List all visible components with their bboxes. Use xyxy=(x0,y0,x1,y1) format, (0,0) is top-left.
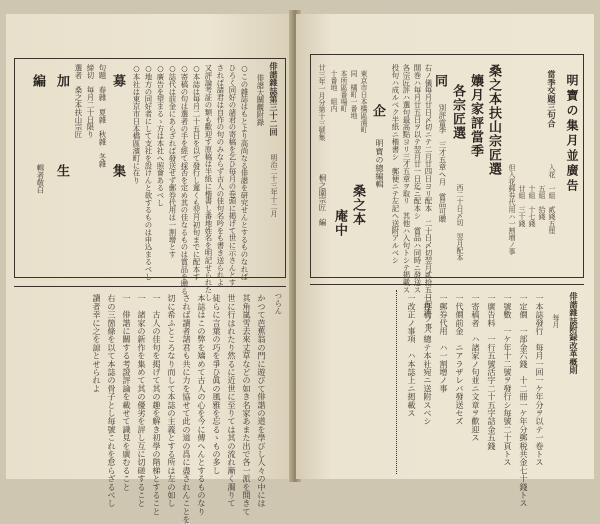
lower-item-5: 一寄稿者 ハ諸家ノ句並ニ文章ヲ歡迎ス xyxy=(471,294,481,442)
subject-2: 孃月家評當季 xyxy=(468,74,483,158)
left-editor-head: 編 xyxy=(30,74,45,88)
left-lower-line-8: 一 古人の佳句を掲げて其の趣を解き初學の階梯とすること xyxy=(152,294,162,516)
fee-line-3: 十組 十七錢 xyxy=(528,164,536,227)
left-notice-line-1: 句題 春雜 夏雜 秋雜 冬雜 xyxy=(98,64,107,168)
left-lower-line-11: 右の三箇條を以て本誌の骨子とし毎號これを怠らざるべし xyxy=(107,294,117,508)
publisher: 桐之園宗匠 編 xyxy=(318,174,327,226)
left-upper-line-6: ○寄稿の句は選者の手を經て採否を定め其の佳なるものは賞品を贈る xyxy=(180,64,189,295)
lower-item-7: 一郵券代用 ハ一割增ノ事 xyxy=(439,294,449,393)
left-lower-line-12: 讀者幸に之を諒とせられよ xyxy=(92,294,102,393)
right-page xyxy=(296,14,594,508)
address-4: 十番地 組内 xyxy=(330,70,338,112)
lower-item-6: 一代價前金 ニアラザレバ發送セズ xyxy=(455,294,465,426)
left-notice-line-3: 選者 桑之本扶山宗匠 xyxy=(74,64,83,138)
left-upper-line-9: ○地方の同好者にして支社を設けんと欲するものは申込まるべし xyxy=(144,64,153,281)
rule-line-4: 投句ハ成ルベク半紙ニ楷書シ 郵便ニテ左記ヘ送附アルベシ xyxy=(391,64,400,264)
lower-divider xyxy=(396,290,397,474)
kai-text: 明寶の總編輯 xyxy=(375,139,385,189)
left-upper-line-8: ○廣告を望まるゝ方は本社へ照會あるべし xyxy=(156,64,165,207)
fee-line-1: 入花 一組 貳錢五厘 xyxy=(548,164,556,234)
left-notice-line-2: 締切 毎月二十日限り xyxy=(86,64,95,138)
left-lower-label: つらん xyxy=(274,292,283,315)
lower-item-2: 一定價 一部金六錢 十二冊一ケ年分郵税共金七十錢トス xyxy=(519,294,529,508)
rule-line-2: 開巻ハ毎月廿五日ヲ以テ翌月廿一日迄ニ配本シ 賞品ハ同時ニ發送ス xyxy=(413,64,422,294)
fee-line-4: 廿組 三十錢 xyxy=(518,164,526,227)
left-notice-head: 募 xyxy=(110,74,125,88)
left-serial-title: 俳諧雜誌第三十二回 xyxy=(269,62,279,136)
fee-line-2: 五組 拾錢 xyxy=(538,164,546,220)
prize-head: 同 xyxy=(432,74,447,88)
left-serial-date: 明治二十三年十二月 xyxy=(270,154,278,217)
deadline: 西二十日〆切 翌月配本 xyxy=(456,184,464,261)
left-upper-line-1: ○この雜誌はもとより高尚なる俳諧を研究せんとするものなれば xyxy=(240,64,249,281)
address-2: 同 橘町一番地 xyxy=(350,70,358,119)
left-lower-line-1: かつて芭蕉翁の門に遊びて俳諧の道を學びし人々の中には xyxy=(257,294,267,508)
left-lower-line-7: 切に希ふところなり而して本誌の主義とする所は左の如し xyxy=(167,294,177,508)
left-lower-line-4: 徒らに言葉の巧を爭ひ眞の風雅を忘るゝもの多し xyxy=(212,294,222,475)
left-notice-sub-2: 生 xyxy=(54,164,69,178)
lower-item-9: 一改正ノ事項 ハ本誌上ニ掲載ス xyxy=(407,294,417,417)
left-notice-head-2: 集 xyxy=(110,164,125,178)
lower-header-note: 每月 xyxy=(552,314,560,328)
prize-text: 別評當季 三才五章へ月 賞品可贈 xyxy=(438,104,447,223)
left-lower-line-6: されば讀者諸君も共に力を協せて此の道の爲に盡されんことを xyxy=(182,294,192,524)
left-notice-sub: 加 xyxy=(54,74,69,88)
left-lower-rule xyxy=(14,286,286,287)
office: 桑之本 xyxy=(350,184,365,226)
address-3: 本所區番場町 xyxy=(340,70,348,112)
left-upper-line-3: されば諸君は自作の句のみならず古人の佳句名吟をも書き送られよ xyxy=(216,64,225,286)
left-upper-line-5: ○本誌は毎月二十五日を以て發行し遲くも翌月初旬までに配本す xyxy=(192,64,201,281)
lower-item-3: 一號數 一ケ年十二號ヲ發行シ毎號二十頁トス xyxy=(503,294,513,467)
left-upper-line-7: ○誌代は前金にあらざれば發送せず郵券代用は一割增とす xyxy=(168,64,177,258)
left-upper-line-10: ○本社は東京市日本橋區濱町に在り xyxy=(132,64,141,184)
address-1: 東京市日本橋區濱町 xyxy=(360,70,368,133)
left-page xyxy=(6,14,295,524)
lower-title: 俳諧雜誌附録改革概則 xyxy=(569,292,579,374)
left-editor-text: 輯者敬白 xyxy=(36,164,45,194)
left-upper-line-2: ひろく同好の諸君の寄稿を乞ひ毎月の卷頭に掲げて世に示さんとす xyxy=(228,64,237,286)
judges: 各宗匠選 xyxy=(450,84,465,140)
left-upper-line-4: 又評論考証の類も歡迎す原稿は半紙に楷書し番地姓名を明記せられたし xyxy=(204,64,213,301)
rule-line-1: 右ノ儀毎月廿日〆切ニテ二月廿四日ヨリ配本 二十日〆切翌月貳拾五日配本ノ事 xyxy=(424,64,433,331)
kai-mark: 企 xyxy=(370,104,385,118)
left-lower-line-10: 一 俳諧に關する考證評論を載せて識見を廣むること xyxy=(122,294,132,491)
date-line: 廿三年一月分第十三號集 xyxy=(318,64,326,141)
fee-notice: 但入花郵券代用ハ一割増ノ事 xyxy=(508,164,516,255)
right-page-title: 明寶の集月並廣告 xyxy=(565,74,579,194)
entry-head: 當季交題三句合 xyxy=(547,70,557,128)
left-lower-line-9: 一 諸家の新作を集めて其の優劣を評し互に切磋すること xyxy=(137,294,147,508)
lower-item-8: 一投稿 ハ總テ本社宛ニ送附スベシ xyxy=(423,294,433,426)
lower-item-1: 一本誌發行 每月一回一ケ年分ヲ以テ一卷トス xyxy=(535,294,545,467)
right-lower-rule xyxy=(310,284,584,285)
left-lower-line-2: 其角嵐雪去來丈草などの如き名家あまた出で各一派を開きて xyxy=(242,294,252,516)
lower-item-4: 一廣告料 一行五號活字二十五字詰金五錢 xyxy=(487,294,497,450)
subject-1: 桑之本扶山宗匠選 xyxy=(486,64,501,176)
rule-line-3: 各宗匠評ハ選句最高點ヨリ三才五章ヲ取リ 其他ハ入句トシテ掲載ス xyxy=(402,64,411,294)
left-lower-line-3: 世に行はれたり然るに近世に至りては其の流れ漸く濁りて xyxy=(227,294,237,508)
left-lower-line-5: 本誌はこの弊を矯めて古人の心を今に傳へんとするものなり xyxy=(197,294,207,516)
office-2: 庵中 xyxy=(332,209,347,237)
left-serial-sub: 俳諧大關觀附錄 xyxy=(256,74,265,126)
